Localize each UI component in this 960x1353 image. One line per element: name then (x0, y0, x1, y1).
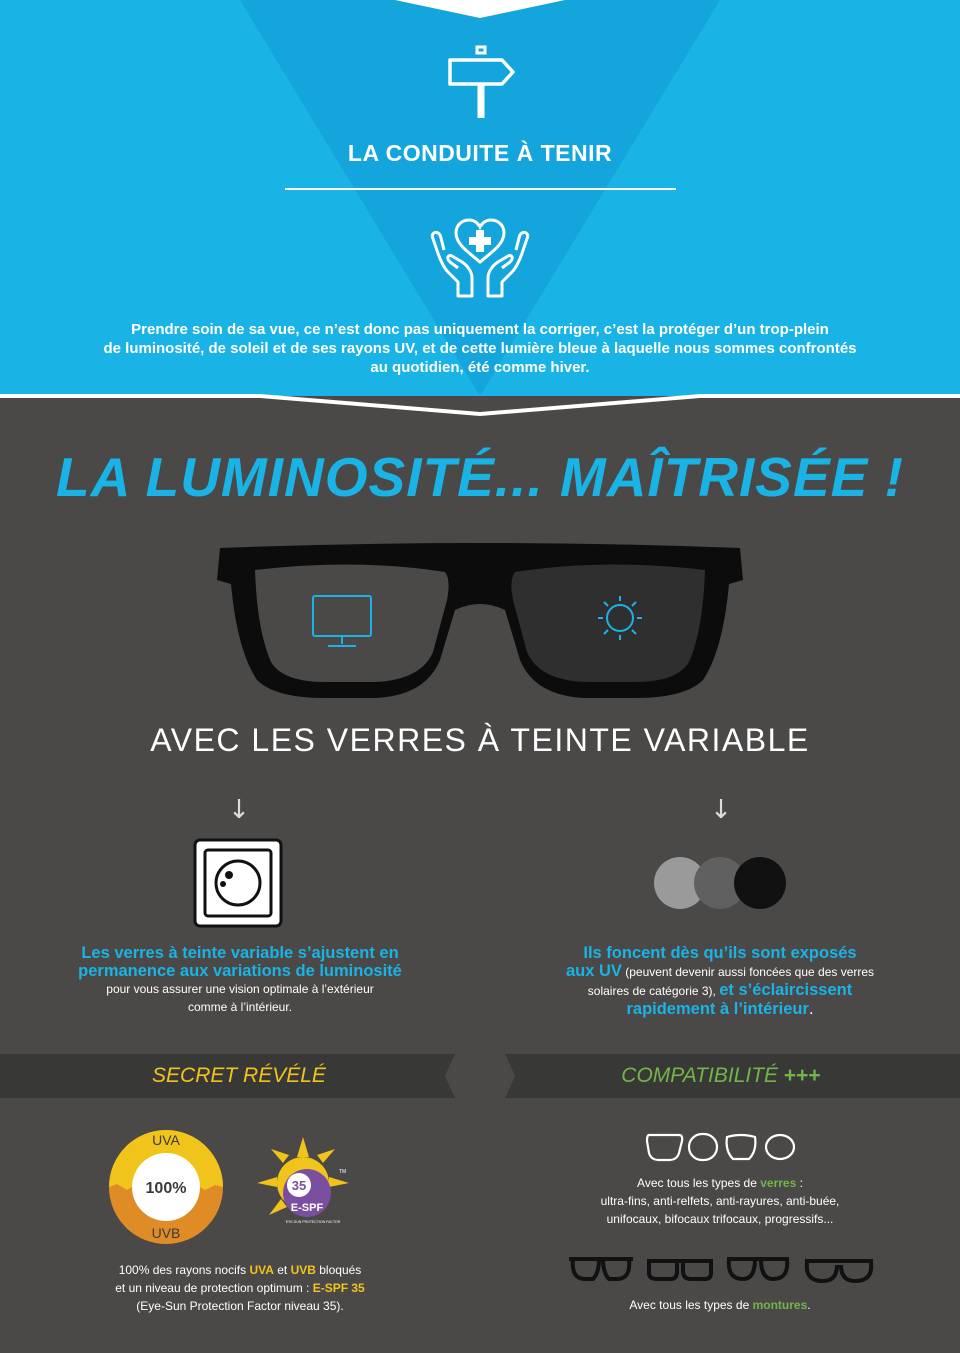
compat-text: . (807, 1298, 811, 1312)
espf-label: E-SPF (290, 1202, 324, 1214)
glasses-illustration (215, 540, 745, 700)
espf-highlight: E-SPF 35 (312, 1281, 365, 1295)
compat-text: Avec tous les types de (629, 1298, 753, 1312)
feature-darken (520, 944, 920, 1018)
compat-text: unifocaux, bifocaux trifocaux, progressifs... (606, 1212, 834, 1226)
compat-text: ultra-fins, anti-relfets, anti-rayures, anti-buée, (600, 1194, 840, 1208)
banner-compat-label (482, 1064, 960, 1088)
banner-compat-text: COMPATIBILITÉ (621, 1064, 779, 1087)
compat-lenses-text (520, 1174, 920, 1228)
uvb-highlight: UVB (290, 1263, 316, 1277)
uvb-label: UVB (151, 1225, 181, 1241)
montures-highlight: montures (752, 1298, 808, 1312)
compat-text: Avec tous les types de (637, 1176, 761, 1190)
luminosity-heading: LA LUMINOSITÉ... MAÎTRISÉE ! (56, 446, 904, 508)
lens-shapes-icon (645, 1131, 797, 1163)
uv-description (40, 1261, 440, 1315)
uv-percent: 100% (145, 1180, 187, 1197)
banner-secret-label: SECRET RÉVÉLÉ (152, 1064, 326, 1087)
espf-badge-icon (255, 1135, 351, 1231)
uv-text: bloqués (315, 1263, 362, 1277)
intro-line: Prendre soin de sa vue, ce n’est donc pas uniquement la corriger, c’est la protéger d’un trop-plein (131, 321, 829, 338)
intro-text (40, 320, 920, 377)
uv-text: et (273, 1263, 291, 1277)
banner-compat-plus: +++ (783, 1064, 821, 1087)
section-divider-chevron (0, 390, 960, 416)
light-dimmer-icon (193, 838, 283, 928)
feature-bold-line: Les verres à teinte variable s’ajustent en (81, 944, 399, 962)
feature-text: (peuvent devenir aussi foncées que des verres (621, 965, 875, 979)
feature-adjust (40, 944, 440, 1016)
feature-bold-text: rapidement à l’intérieur (626, 1000, 809, 1018)
intro-line: au quotidien, été comme hiver. (370, 359, 590, 376)
lens-subtitle: AVEC LES VERRES À TEINTE VARIABLE (150, 722, 810, 758)
arrow-down-icon: ↓ (710, 795, 732, 825)
uv-text: 100% des rayons nocifs (118, 1263, 250, 1277)
arrow-down-icon: ↓ (228, 795, 250, 825)
intro-line: de luminosité, de soleil et de ses rayons UV, et de cette lumière bleue à laquelle nous sommes confrontés (103, 340, 857, 357)
espf-arc-text: EYE-SUN PROTECTION FACTOR (285, 1220, 341, 1224)
frame-shapes-icon (567, 1253, 877, 1285)
uv-text: (Eye-Sun Protection Factor niveau 35). (136, 1299, 344, 1313)
tint-levels-icon (652, 855, 792, 911)
feature-text: . (808, 1000, 814, 1018)
signpost-icon (447, 45, 517, 120)
feature-text: solaires de catégorie 3), (587, 984, 720, 998)
verres-highlight: verres (760, 1176, 797, 1190)
uv-text: et un niveau de protection optimum : (115, 1281, 313, 1295)
section-title: LA CONDUITE À TENIR (347, 140, 613, 166)
feature-text-line: comme à l’intérieur. (187, 1000, 293, 1014)
feature-bold-text: aux UV (565, 962, 622, 980)
uva-label: UVA (152, 1132, 180, 1148)
espf-tm: TM (339, 1169, 347, 1175)
feature-bold-text: et s’éclaircissent (719, 981, 853, 999)
espf-number: 35 (291, 1178, 307, 1193)
hands-heart-icon (428, 216, 532, 300)
title-divider (285, 188, 676, 190)
feature-bold-line: permanence aux variations de luminosité (78, 962, 402, 980)
feature-bold-line: Ils foncent dès qu’ils sont exposés (583, 944, 857, 962)
feature-text-line: pour vous assurer une vision optimale à l’extérieur (106, 982, 374, 996)
compat-frames-text (520, 1296, 920, 1314)
uv-protection-ring (107, 1128, 225, 1246)
uva-highlight: UVA (249, 1263, 274, 1277)
compat-text: : (796, 1176, 803, 1190)
